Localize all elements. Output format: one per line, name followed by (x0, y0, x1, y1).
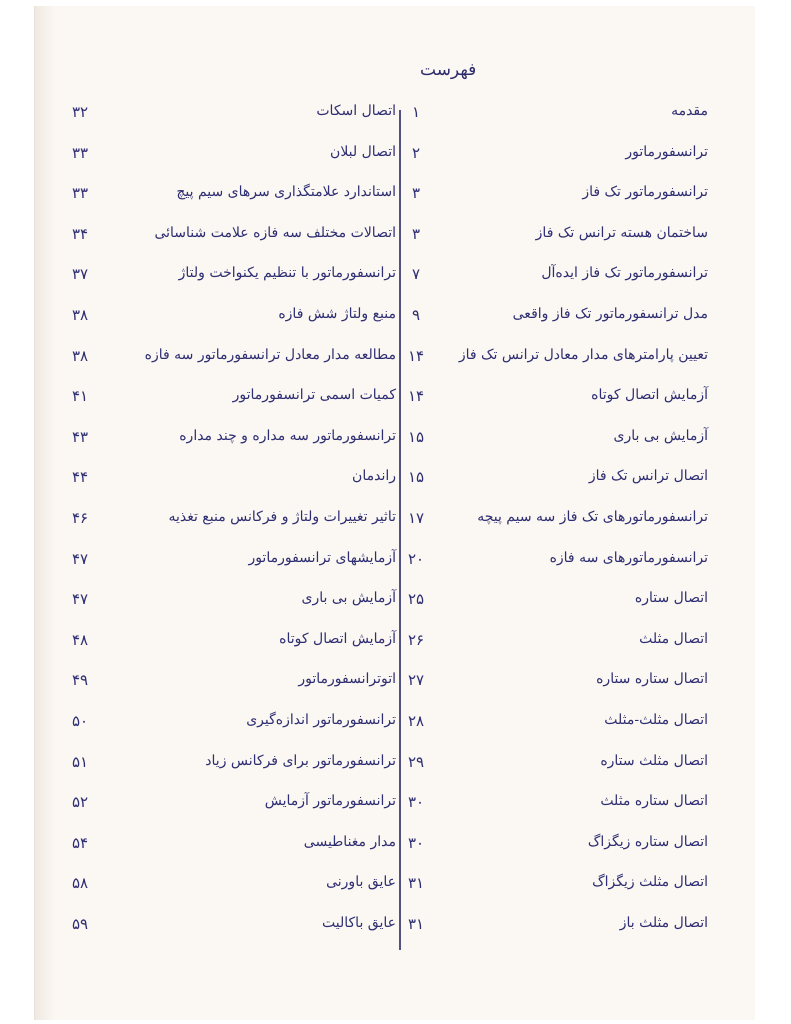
right-entry-page: ۱۵ (407, 468, 425, 486)
right-entry-title: اتصال ستاره زیگزاگ (587, 834, 708, 850)
right-entry-page: ۳ (411, 184, 421, 202)
left-entry-page: ۳۲ (72, 103, 89, 121)
right-entry-page: ۱۴ (407, 387, 425, 405)
toc-row (0, 387, 791, 427)
right-entry-page: ۲۵ (407, 590, 425, 608)
left-entry-title: ترانسفورماتور اندازه‌گیری (246, 712, 396, 728)
left-entry-title: آزمایشهای ترانسفورماتور (248, 550, 396, 566)
toc-row (0, 347, 791, 387)
right-entry-page: ۲۰ (407, 550, 425, 568)
left-entry-title: کمیات اسمی ترانسفورماتور (232, 387, 396, 403)
toc-row (0, 793, 791, 833)
right-entry-page: ۲۹ (407, 753, 425, 771)
right-entry-page: ۲ (411, 144, 421, 162)
toc-row (0, 265, 791, 305)
right-entry-page: ۷ (411, 265, 421, 283)
toc-row (0, 631, 791, 671)
right-entry-title: مدل ترانسفورماتور تک فاز واقعی (512, 306, 708, 322)
left-entry-title: آزمایش بی باری (301, 590, 396, 606)
left-entry-title: عایق باکالیت (322, 915, 396, 931)
left-entry-title: راندمان (352, 468, 396, 484)
right-entry-title: اتصال مثلث (639, 631, 708, 647)
right-entry-title: اتصال مثلث زیگزاگ (592, 874, 708, 890)
left-entry-title: اتصال لبلان (330, 144, 396, 160)
left-entry-title: مطالعه مدار معادل ترانسفورماتور سه فازه (144, 347, 396, 363)
left-entry-title: ترانسفورماتور آزمایش (264, 793, 396, 809)
toc-row (0, 834, 791, 874)
left-entry-title: تاثیر تغییرات ولتاژ و فرکانس منبع تغذیه (168, 509, 396, 525)
right-entry-title: اتصال مثلث ستاره (600, 753, 708, 769)
left-entry-page: ۴۷ (72, 550, 89, 568)
right-entry-title: اتصال ستاره (634, 590, 708, 606)
left-entry-page: ۳۳ (72, 184, 89, 202)
left-entry-page: ۴۱ (72, 387, 89, 405)
left-entry-title: اتوترانسفورماتور (298, 671, 396, 687)
right-entry-title: اتصال مثلث باز (619, 915, 708, 931)
left-entry-title: ترانسفورماتور سه مداره و چند مداره (179, 428, 396, 444)
right-entry-title: ترانسفورماتور تک فاز (582, 184, 708, 200)
left-entry-page: ۵۲ (72, 793, 89, 811)
left-entry-page: ۴۳ (72, 428, 89, 446)
left-entry-page: ۳۸ (72, 347, 89, 365)
right-entry-page: ۳۰ (407, 834, 425, 852)
left-entry-title: استاندارد علامتگذاری سرهای سیم پیچ (176, 184, 396, 200)
left-entry-title: منبع ولتاژ شش فازه (278, 306, 396, 322)
left-entry-title: اتصال اسکات (316, 103, 396, 119)
left-entry-page: ۳۳ (72, 144, 89, 162)
right-entry-title: اتصال ستاره مثلث (600, 793, 708, 809)
left-entry-title: آزمایش اتصال کوتاه (279, 631, 396, 647)
left-entry-title: ترانسفورماتور با تنظیم یکنواخت ولتاژ (178, 265, 396, 281)
toc-row (0, 306, 791, 346)
right-entry-page: ۱ (411, 103, 421, 121)
right-entry-page: ۲۷ (407, 671, 425, 689)
toc-row (0, 468, 791, 508)
toc-row (0, 915, 791, 955)
toc-row (0, 144, 791, 184)
right-entry-title: اتصال مثلث-مثلث (604, 712, 708, 728)
left-entry-page: ۴۶ (72, 509, 89, 527)
right-entry-title: مقدمه (671, 103, 708, 119)
right-entry-page: ۱۷ (407, 509, 425, 527)
right-entry-page: ۱۴ (407, 347, 425, 365)
left-entry-title: ترانسفورماتور برای فرکانس زیاد (205, 753, 396, 769)
right-entry-title: تعیین پارامترهای مدار معادل ترانس تک فاز (458, 347, 708, 363)
right-entry-page: ۹ (411, 306, 421, 324)
left-entry-page: ۵۰ (72, 712, 89, 730)
left-entry-page: ۴۷ (72, 590, 89, 608)
left-entry-title: مدار مغناطیسی (303, 834, 396, 850)
left-entry-page: ۳۴ (72, 225, 89, 243)
toc-row (0, 509, 791, 549)
right-entry-page: ۱۵ (407, 428, 425, 446)
left-entry-page: ۵۱ (72, 753, 89, 771)
right-entry-page: ۳۰ (407, 793, 425, 811)
right-entry-page: ۲۶ (407, 631, 425, 649)
right-entry-title: اتصال ترانس تک فاز (588, 468, 708, 484)
toc-row (0, 184, 791, 224)
right-entry-title: آزمایش اتصال کوتاه (591, 387, 708, 403)
left-entry-page: ۴۸ (72, 631, 89, 649)
right-entry-title: اتصال ستاره ستاره (596, 671, 708, 687)
left-entry-page: ۴۴ (72, 468, 89, 486)
left-entry-page: ۵۹ (72, 915, 89, 933)
page-title: فهرست (420, 60, 477, 80)
right-entry-page: ۲۸ (407, 712, 425, 730)
right-entry-page: ۳۱ (407, 874, 425, 892)
toc-row (0, 590, 791, 630)
left-entry-page: ۳۷ (72, 265, 89, 283)
right-entry-title: ترانسفورماتور تک فاز ایده‌آل (541, 265, 708, 281)
right-entry-page: ۳۱ (407, 915, 425, 933)
right-entry-title: آزمایش بی باری (613, 428, 708, 444)
right-entry-title: ساختمان هسته ترانس تک فاز (535, 225, 708, 241)
toc-row (0, 712, 791, 752)
left-entry-title: اتصالات مختلف سه فازه علامت شناسائی (154, 225, 396, 241)
left-entry-title: عایق باورنی (326, 874, 396, 890)
left-entry-page: ۵۴ (72, 834, 89, 852)
toc-row (0, 550, 791, 590)
right-entry-title: ترانسفورماتورهای تک فاز سه سیم پیچه (477, 509, 708, 525)
right-entry-page: ۳ (411, 225, 421, 243)
left-entry-page: ۵۸ (72, 874, 89, 892)
toc-row (0, 103, 791, 143)
right-entry-title: ترانسفورماتورهای سه فازه (549, 550, 708, 566)
left-entry-page: ۳۸ (72, 306, 89, 324)
left-entry-page: ۴۹ (72, 671, 89, 689)
right-entry-title: ترانسفورماتور (625, 144, 708, 160)
toc-row (0, 225, 791, 265)
toc-row (0, 428, 791, 468)
toc-row (0, 874, 791, 914)
toc-row (0, 753, 791, 793)
toc-row (0, 671, 791, 711)
